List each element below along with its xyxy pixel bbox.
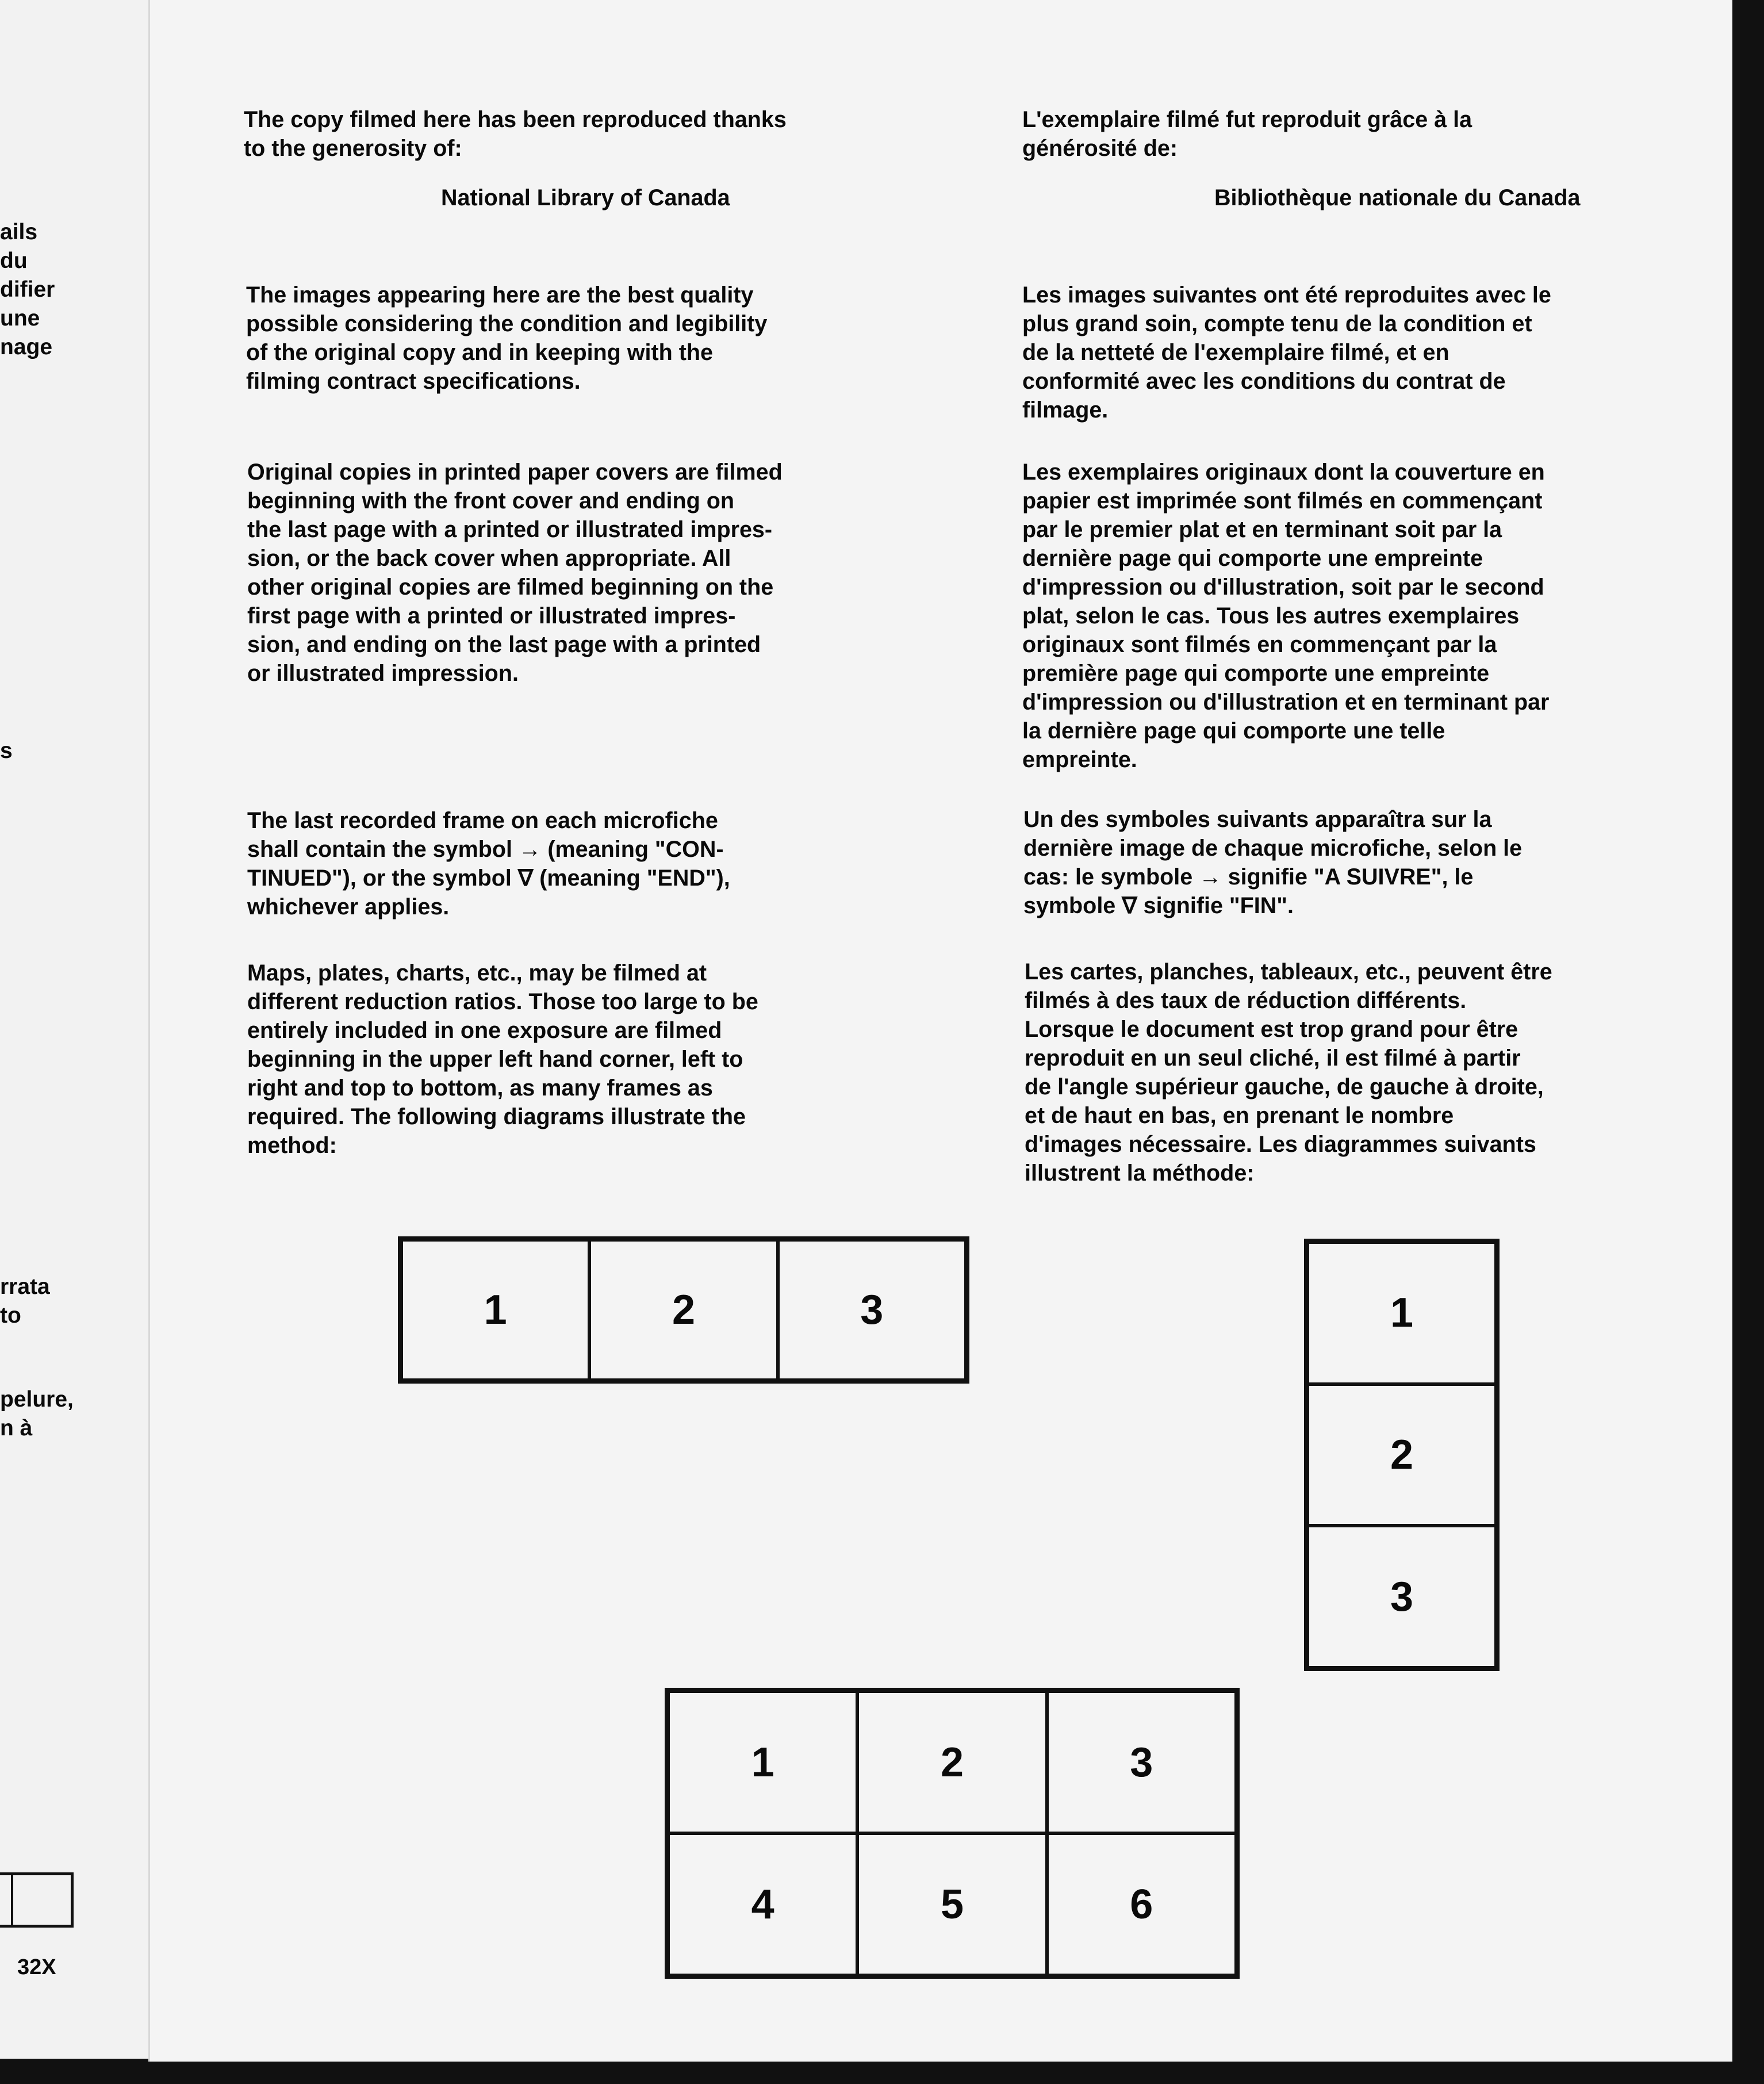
- grid-diagram: [665, 1688, 1240, 1979]
- french-institution: Bibliothèque nationale du Canada: [1214, 185, 1581, 210]
- diagram-cell: 3: [1047, 1691, 1236, 1833]
- diagram-cell: 3: [1307, 1526, 1496, 1668]
- english-symbols-text-1: The last recorded frame on each microfiche shall contain the symbol: [247, 808, 718, 862]
- diagram-cell: 4: [668, 1833, 857, 1975]
- english-symbols: [247, 806, 903, 921]
- french-symbols-text-2: signifie "A SUIVRE", le symbole: [1023, 864, 1474, 918]
- diagram-cell: 1: [668, 1691, 857, 1833]
- fragment-text: pelure,: [0, 1387, 74, 1412]
- arrow-icon: →: [518, 837, 542, 862]
- fragment-text: rrata: [0, 1274, 50, 1299]
- english-maps: Maps, plates, charts, etc., may be filmed at different reduction ratios. Those too large to be entirely included in one exposure are filmed beginning in the upper left hand corner, left to right and top to bottom, as many frames as required. The following diagrams illustrate the method:: [247, 960, 758, 1158]
- fragment-text: n à: [0, 1416, 33, 1441]
- fragment-text: nage: [0, 335, 53, 359]
- diagram-cell: 3: [778, 1240, 966, 1380]
- adjacent-page-strip: [0, 0, 148, 2059]
- french-covers-block: [1022, 458, 1678, 774]
- french-column: [1022, 105, 1678, 163]
- french-symbols: [1023, 805, 1679, 920]
- french-symbols-text-1: Un des symboles suivants apparaîtra sur la dernière image de chaque microfiche, selon le cas: le symbole: [1023, 807, 1523, 890]
- french-maps: Les cartes, planches, tableaux, etc., peuvent être filmés à des taux de réduction différents. Lorsque le document est trop grand pour être reproduit en un seul cliché, il est filmé à partir de l'angle supérieur gauche, de gauche à droite, et de haut en bas, en prenant le nombre d'images nécessaire. Les diagrammes suivants illustrent la méthode:: [1025, 959, 1552, 1186]
- english-covers: Original copies in printed paper covers are filmed beginning with the front cover and ending on the last page with a printed or illustrated impres- sion, or the back cover when appropriate. All other original copies are filmed beginning on the first page with a printed or illustrated impres- sion, and ending on the last page with a printed or illustrated impression.: [247, 459, 783, 686]
- english-quality: The images appearing here are the best quality possible considering the condition and legibility of the original copy and in keeping with the filming contract specifications.: [246, 282, 768, 394]
- french-quality: Les images suivantes ont été reproduites avec le plus grand soin, compte tenu de la condition et de la netteté de l'exemplaire filmé, et en conformité avec les conditions du contrat de filmage.: [1022, 282, 1551, 423]
- french-symbols-text-3: signifie "FIN".: [1137, 893, 1294, 918]
- english-symbols-text-2: (meaning "CON- TINUED"), or the symbol: [247, 837, 724, 891]
- english-symbols-block: [247, 806, 903, 921]
- end-triangle-icon: ∇: [1122, 893, 1137, 918]
- english-symbols-text-3: (meaning "END"), whichever applies.: [247, 865, 730, 920]
- fragment-text: s: [0, 738, 13, 763]
- reduction-label: 32X: [17, 1955, 56, 1979]
- diagram-cell: 1: [1307, 1242, 1496, 1384]
- french-quality-block: [1022, 281, 1678, 424]
- fragment-text: une: [0, 306, 40, 331]
- horizontal-diagram: [398, 1236, 969, 1384]
- english-covers-block: [247, 458, 903, 688]
- english-quality-block: [246, 281, 902, 396]
- fragment-text: difier: [0, 277, 55, 302]
- diagram-cell: 2: [1307, 1384, 1496, 1526]
- end-triangle-icon: ∇: [517, 865, 534, 891]
- english-maps-block: [247, 959, 903, 1160]
- diagram-cell: 5: [857, 1833, 1046, 1975]
- fragment-text: to: [0, 1303, 21, 1328]
- french-covers: Les exemplaires originaux dont la couverture en papier est imprimée sont filmés en commençant par le premier plat et en terminant soit par la dernière page qui comporte une empreinte d'impression ou d'illustration, soit par le second plat, selon le cas. Tous les autres exemplaires originaux sont filmés en commençant par la première page qui comporte une empreinte d'impression ou d'illustration et en terminant par la dernière page qui comporte une telle empreinte.: [1022, 459, 1550, 772]
- arrow-icon: →: [1199, 864, 1222, 890]
- french-maps-block: [1025, 957, 1680, 1187]
- english-intro: The copy filmed here has been reproduced thanks to the generosity of:: [244, 107, 787, 161]
- fragment-text: ails: [0, 220, 38, 244]
- reduction-box: [0, 1872, 74, 1928]
- diagram-cell: 1: [401, 1240, 589, 1380]
- english-column: [244, 105, 899, 163]
- fragment-text: du: [0, 248, 28, 273]
- diagram-cell: 6: [1047, 1833, 1236, 1975]
- french-intro: L'exemplaire filmé fut reproduit grâce à la générosité de:: [1022, 107, 1472, 161]
- diagram-cell: 2: [589, 1240, 777, 1380]
- french-symbols-block: [1023, 805, 1679, 920]
- english-institution: National Library of Canada: [441, 185, 730, 210]
- vertical-diagram: [1304, 1239, 1500, 1671]
- diagram-cell: 2: [857, 1691, 1046, 1833]
